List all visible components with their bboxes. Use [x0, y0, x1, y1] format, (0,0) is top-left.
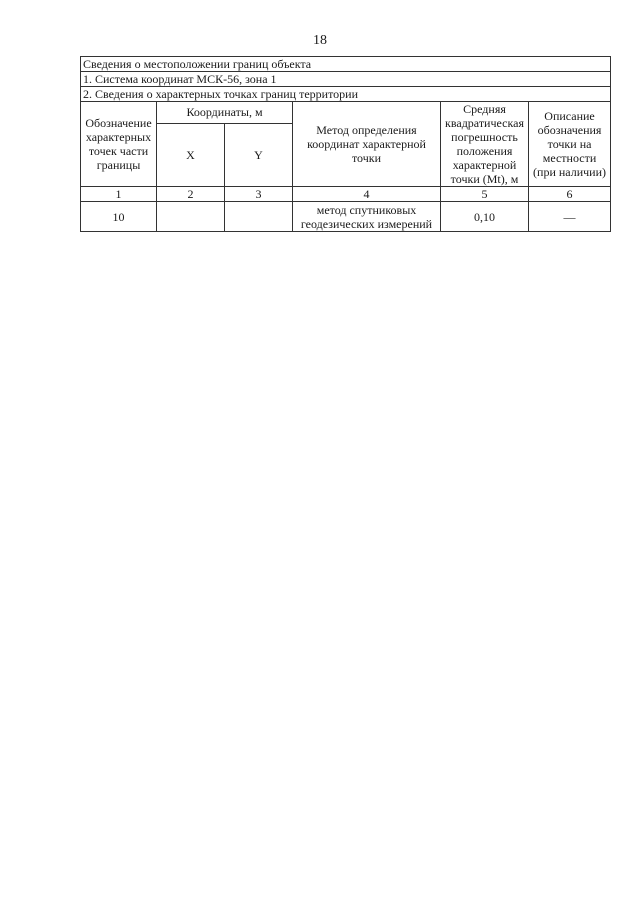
- cell-method: метод спутниковых геодезических измерений: [293, 202, 441, 232]
- header-description: Описание обозначения точки на местности (при наличии): [529, 102, 611, 187]
- column-number: 6: [529, 187, 611, 202]
- points-title: 2. Сведения о характерных точках границ территории: [81, 87, 611, 102]
- cell-error: 0,10: [441, 202, 529, 232]
- cell-point: 10: [81, 202, 157, 232]
- column-number: 2: [157, 187, 225, 202]
- column-number: 4: [293, 187, 441, 202]
- section-title: Сведения о местоположении границ объекта: [81, 57, 611, 72]
- cell-y: [225, 202, 293, 232]
- column-number: 5: [441, 187, 529, 202]
- cell-description: —: [529, 202, 611, 232]
- header-designation: Обозначение характерных точек части границы: [81, 102, 157, 187]
- column-number: 1: [81, 187, 157, 202]
- table-row: [81, 202, 611, 232]
- header-coordinates: Координаты, м: [157, 102, 293, 124]
- header-error: Средняя квадратическая погрешность положения характерной точки (Mt), м: [441, 102, 529, 187]
- column-number: 3: [225, 187, 293, 202]
- boundary-table: [80, 56, 611, 232]
- header-method: Метод определения координат характерной точки: [293, 102, 441, 187]
- header-y: Y: [225, 123, 293, 186]
- page-number: 18: [313, 33, 327, 48]
- header-x: X: [157, 123, 225, 186]
- coordinate-system: 1. Система координат МСК-56, зона 1: [81, 72, 611, 87]
- cell-x: [157, 202, 225, 232]
